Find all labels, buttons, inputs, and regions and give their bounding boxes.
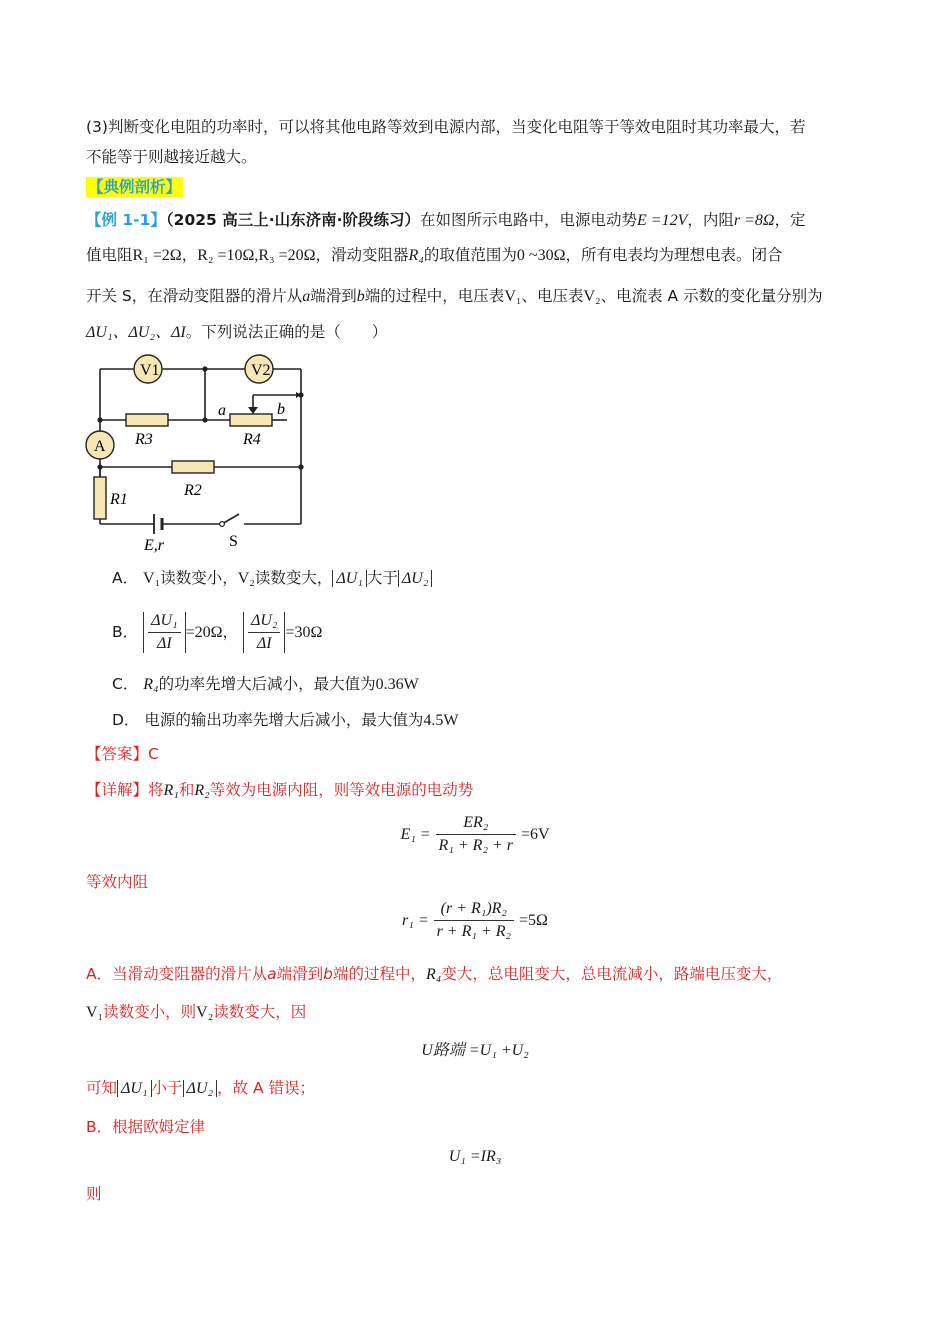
- v1-symbol: V₁: [86, 1004, 104, 1021]
- point-b: b: [356, 288, 365, 305]
- r2-r3-value: R₂ =10Ω,R₃ =20Ω: [197, 247, 316, 264]
- question-text: ，: [181, 246, 198, 264]
- equation-terminal-voltage: U路端 =U₁ +U₂: [421, 1042, 529, 1059]
- solution-text: 小于: [151, 1079, 183, 1097]
- section-heading-label: 【典例剖析】: [88, 178, 182, 196]
- option-value: =30Ω: [285, 624, 323, 641]
- question-text: 值电阻: [86, 246, 133, 264]
- option-text: 大于: [366, 569, 398, 587]
- r4-symbol: R₄: [425, 966, 442, 983]
- solution-text: 等效为电源内阻，则等效电源的电动势: [209, 781, 474, 799]
- v1-symbol: V₁: [143, 570, 161, 587]
- equation-rhs: =6V: [520, 826, 550, 843]
- solution-then: 则: [86, 1185, 102, 1203]
- solution-a-line-3: [86, 1076, 315, 1101]
- fraction-numerator: ΔU₂: [248, 612, 281, 633]
- r2-label: R2: [184, 482, 202, 499]
- question-line-1: [86, 208, 805, 233]
- equation-numerator: (r + R₁)R₂: [434, 900, 515, 921]
- point-b: b: [323, 965, 333, 983]
- option-a: [112, 566, 432, 591]
- abs-delta-u2: ΔU₂: [183, 1080, 218, 1097]
- solution-text: 读数变大，因: [213, 1003, 307, 1021]
- option-c: [112, 672, 419, 697]
- equation-rhs: =5Ω: [519, 912, 548, 929]
- ammeter-label: A: [94, 438, 106, 455]
- r2-symbol: R₂: [194, 782, 210, 799]
- solution-intro: [86, 778, 473, 803]
- option-b: [112, 610, 322, 655]
- answer: 【答案】C: [86, 745, 159, 763]
- question-text: 端滑到: [310, 287, 357, 305]
- equation-denominator: r + R₁ + R₂: [436, 923, 512, 940]
- option-letter: B．: [112, 623, 139, 641]
- option-value: 0.36W: [375, 676, 419, 693]
- equation-emf: [0, 814, 950, 855]
- question-text: 端的过程中，电压表: [364, 287, 505, 305]
- fraction-du2-di: [243, 612, 286, 653]
- question-text: 的取值范围为: [423, 246, 517, 264]
- example-source: （2025 高三上·山东济南·阶段练习）: [165, 211, 420, 229]
- question-text: 开关 S，在滑动变阻器的滑片从: [86, 287, 303, 305]
- solution-text: 读数变小，则: [103, 1003, 197, 1021]
- option-letter: C．: [112, 675, 139, 693]
- r3-label: R3: [135, 431, 153, 448]
- solution-text: 可知: [86, 1079, 118, 1097]
- section-heading: [86, 175, 183, 199]
- question-text: 、电压表: [521, 287, 584, 305]
- r4-symbol: R₄: [408, 247, 424, 264]
- intro-line-2: 不能等于则越接近越大。: [86, 148, 257, 166]
- option-letter: A．: [112, 569, 139, 587]
- solution-text: 将: [148, 781, 164, 799]
- option-d: [112, 708, 459, 733]
- example-tag: 【例 1-1】: [86, 211, 166, 229]
- v2-symbol: V₂: [237, 570, 255, 587]
- solution-b-line: B．根据欧姆定律: [86, 1118, 206, 1136]
- abs-delta-u1: ΔU₁: [117, 1080, 152, 1097]
- solution-a-line-2: [86, 1000, 306, 1025]
- v1-symbol: V₁: [504, 288, 522, 305]
- equation-lhs: E₁ =: [400, 826, 431, 843]
- option-text: 的功率先增大后减小，最大值为: [158, 675, 376, 693]
- equation-numerator: ER₂: [436, 814, 517, 835]
- v2-symbol: V₂: [583, 288, 601, 305]
- question-text: 。下列说法正确的是（ ）: [185, 323, 388, 341]
- point-a: a: [267, 965, 277, 983]
- question-text: ，定: [774, 211, 806, 229]
- v2-meter-label: V2: [251, 362, 271, 379]
- equation-ohms-law: U₁ =IR₃: [448, 1148, 502, 1165]
- source-label: E,r: [144, 537, 164, 554]
- r4-symbol: R₄: [143, 676, 159, 693]
- slider-end-a: a: [218, 402, 226, 419]
- question-line-2: [86, 243, 782, 268]
- r1-value: R₁ =2Ω: [132, 247, 182, 264]
- equiv-resistance-label: 等效内阻: [86, 873, 149, 891]
- point-a: a: [302, 288, 311, 305]
- equation-denominator: R₁ + R₂ + r: [438, 837, 514, 854]
- solution-text: 端的过程中，: [332, 965, 426, 983]
- solution-text: A．当滑动变阻器的滑片从: [86, 965, 268, 983]
- internal-resistance: r =8Ω: [733, 212, 775, 229]
- question-text: 在如图所示电路中，电源电动势: [419, 211, 637, 229]
- slider-end-b: b: [277, 401, 285, 418]
- solution-label: 【详解】: [86, 781, 149, 799]
- solution-text: ，故 A 错误；: [217, 1079, 316, 1097]
- question-text: 、电流表 A 示数的变化量分别为: [600, 287, 823, 305]
- circuit-diagram: [82, 352, 322, 557]
- question-text: ，所有电表均为理想电表。闭合: [565, 246, 783, 264]
- equation-lhs: r₁ =: [402, 912, 429, 929]
- emf-value: E =12V: [637, 212, 688, 229]
- fraction-numerator: ΔU₁: [148, 612, 181, 633]
- r4-range: 0 ~30Ω: [516, 247, 566, 264]
- question-line-3: [86, 284, 823, 309]
- fraction-denominator: ΔI: [156, 635, 172, 652]
- option-value: =20Ω: [185, 624, 223, 641]
- equation-internal-resistance: [0, 900, 950, 941]
- option-text: 读数变小，: [160, 569, 238, 587]
- delta-variables: ΔU₁、ΔU₂、ΔI: [86, 324, 186, 341]
- solution-text: 变大，总电阻变大，总电流减小，路端电压变大，: [441, 965, 783, 983]
- solution-a-line-1: [86, 962, 782, 987]
- question-line-4: [86, 320, 387, 345]
- switch-label: S: [229, 533, 238, 550]
- option-text: 读数变大，: [254, 569, 333, 587]
- abs-delta-u2: ΔU₂: [398, 570, 433, 587]
- option-letter: D．: [112, 711, 140, 729]
- solution-text: 端滑到: [276, 965, 324, 983]
- abs-delta-u1: ΔU₁: [332, 570, 367, 587]
- option-text: 电源的输出功率先增大后减小，最大值为: [144, 711, 424, 729]
- option-text: ，: [222, 623, 239, 641]
- option-value: 4.5W: [423, 712, 459, 729]
- solution-text: 和: [178, 781, 195, 799]
- v1-meter-label: V1: [140, 362, 160, 379]
- intro-line-1: (3)判断变化电阻的功率时，可以将其他电路等效到电源内部，当变化电阻等于等效电阻时其功率最大，若: [86, 118, 806, 136]
- fraction-du1-di: [143, 612, 186, 653]
- r4-label: R4: [243, 431, 261, 448]
- question-text: ，内阻: [687, 211, 734, 229]
- r1-label: R1: [110, 491, 128, 508]
- question-text: ，滑动变阻器: [315, 246, 409, 264]
- fraction-denominator: ΔI: [256, 635, 272, 652]
- r1-symbol: R₁: [163, 782, 179, 799]
- v2-symbol: V₂: [196, 1004, 214, 1021]
